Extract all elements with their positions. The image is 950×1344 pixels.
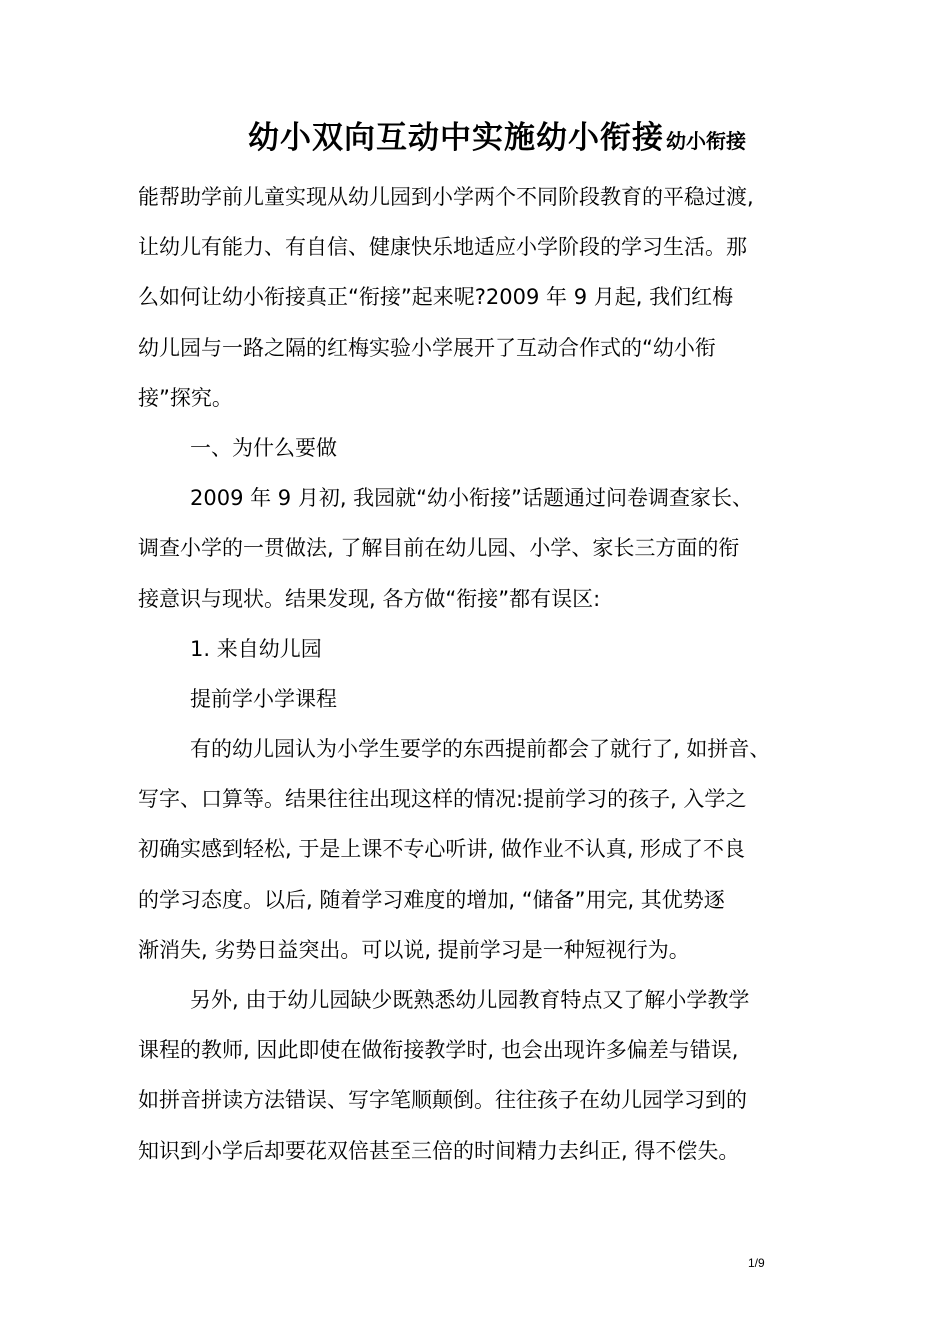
title-line [248,112,746,157]
text-line: 渐消失, 劣势日益突出。可以说, 提前学习是一种短视行为。 [138,937,690,962]
page-number: 1/9 [748,1256,765,1270]
text-line: 接”探究。 [138,385,233,410]
text-line: 另外, 由于幼儿园缺少既熟悉幼儿园教育特点又了解小学教学 [190,988,750,1012]
document-body [138,172,838,1176]
text-line: 初确实感到轻松, 于是上课不专心听讲, 做作业不认真, 形成了不良 [138,837,746,862]
document-title: 幼小双向互动中实施幼小衔接 [248,120,664,156]
text-line: 的学习态度。以后, 随着学习难度的增加, “储备”用完, 其优势逐 [138,887,725,912]
text-line: 能帮助学前儿童实现从幼儿园到小学两个不同阶段教育的平稳过渡, [138,185,754,209]
text-line: 一、为什么要做 [190,435,337,460]
text-line: 1. 来自幼儿园 [190,636,322,661]
text-line: 让幼儿有能力、有自信、健康快乐地适应小学阶段的学习生活。那 [138,235,747,260]
text-line: 么如何让幼小衔接真正“衔接”起来呢?2009 年 9 月起, 我们红梅 [138,285,734,310]
text-line: 知识到小学后却要花双倍甚至三倍的时间精力去纠正, 得不偿失。 [138,1138,740,1163]
text-line: 有的幼儿园认为小学生要学的东西提前都会了就行了, 如拼音、 [190,737,771,762]
text-line: 接意识与现状。结果发现, 各方做“衔接”都有误区: [138,586,601,611]
text-line: 写字、口算等。结果往往出现这样的情况:提前学习的孩子, 入学之 [138,787,747,812]
title-tail: 幼小衔接 [666,129,746,153]
text-line: 2009 年 9 月初, 我园就“幼小衔接”话题通过问卷调查家长、 [190,486,753,511]
text-line: 调查小学的一贯做法, 了解目前在幼儿园、小学、家长三方面的衔 [138,536,740,561]
text-line: 提前学小学课程 [190,686,337,711]
text-line: 如拼音拼读方法错误、写字笔顺颠倒。往往孩子在幼儿园学习到的 [138,1088,747,1113]
text-line: 幼儿园与一路之隔的红梅实验小学展开了互动合作式的“幼小衔 [138,335,716,360]
text-line: 课程的教师, 因此即使在做衔接教学时, 也会出现许多偏差与错误, [138,1038,739,1063]
